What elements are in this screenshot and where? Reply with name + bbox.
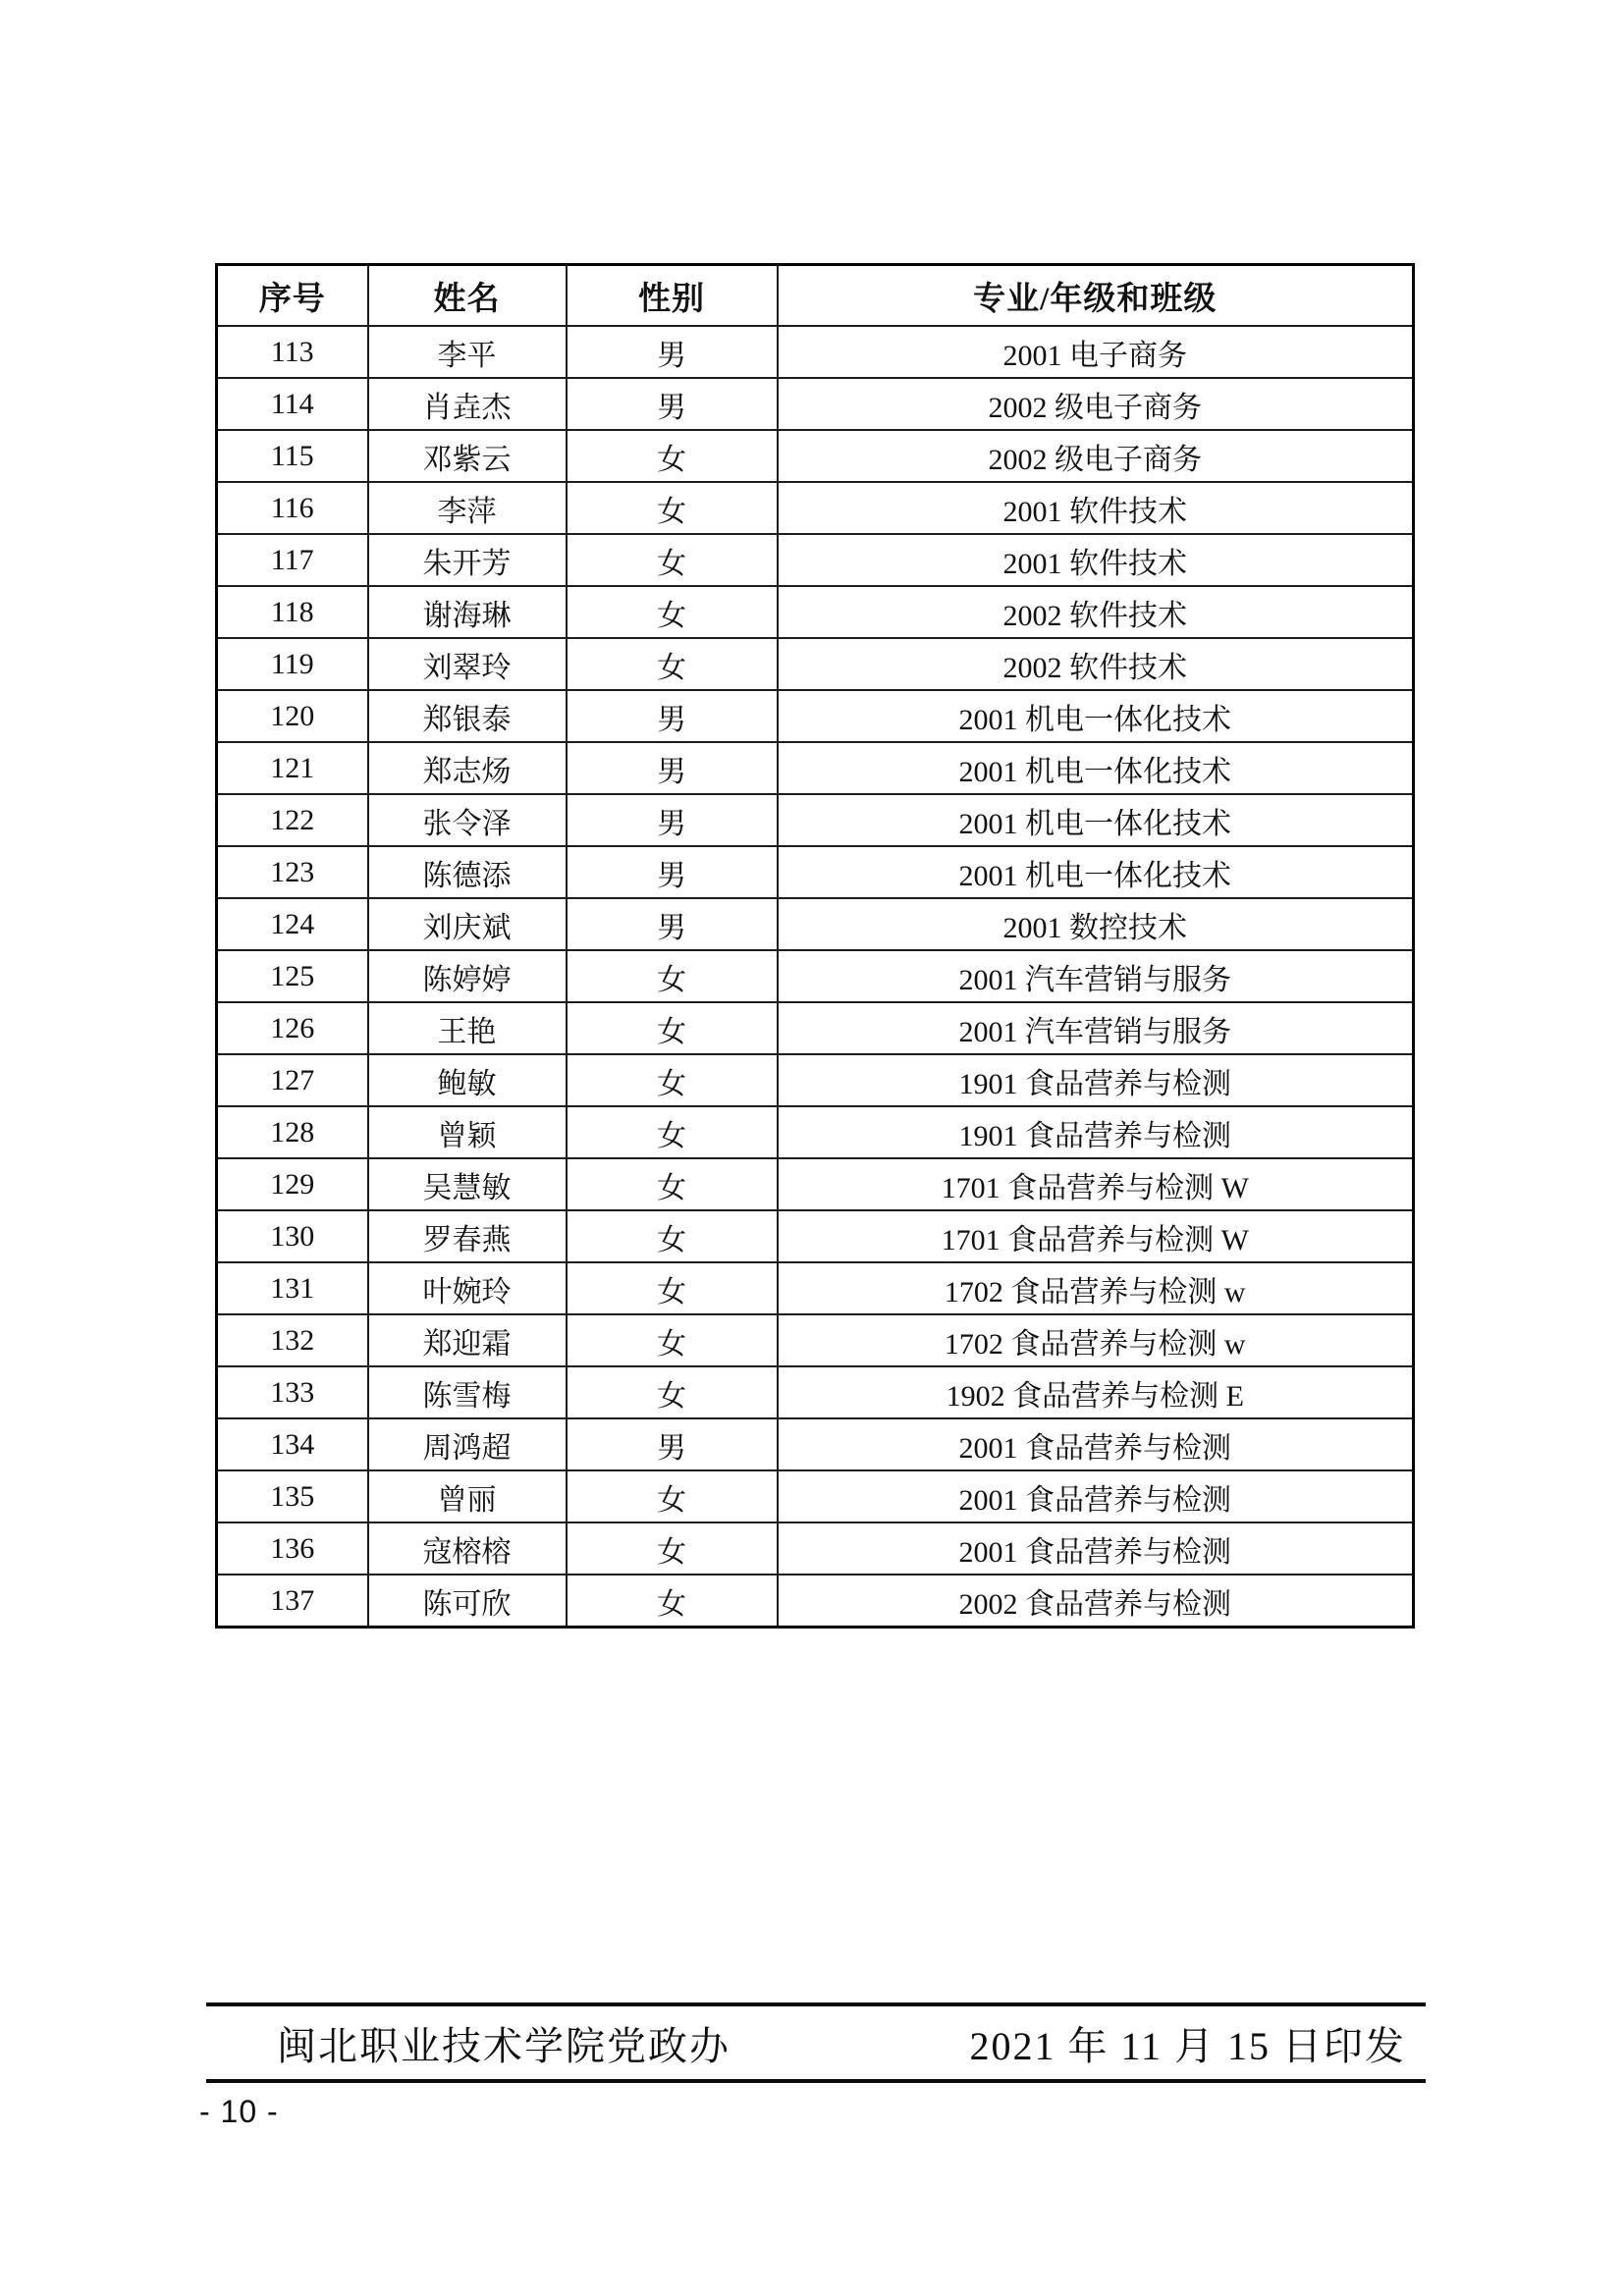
cell-major: 1902 食品营养与检测 E — [778, 1366, 1414, 1418]
cell-gender: 男 — [567, 898, 778, 950]
footer — [206, 2006, 1426, 2079]
footer-bottom-rule — [206, 2079, 1426, 2083]
cell-name: 李平 — [368, 326, 567, 378]
table-row — [217, 1054, 1414, 1106]
table-row — [217, 378, 1414, 430]
cell-no: 124 — [217, 898, 368, 950]
table-row — [217, 1106, 1414, 1158]
cell-no: 122 — [217, 794, 368, 846]
cell-no: 123 — [217, 846, 368, 898]
cell-name: 肖垚杰 — [368, 378, 567, 430]
cell-no: 136 — [217, 1522, 368, 1575]
cell-gender: 女 — [567, 638, 778, 690]
cell-no: 127 — [217, 1054, 368, 1106]
cell-major: 1701 食品营养与检测 W — [778, 1210, 1414, 1262]
cell-no: 115 — [217, 430, 368, 482]
cell-gender: 女 — [567, 1002, 778, 1054]
student-roster-table — [215, 263, 1415, 1629]
cell-name: 寇榕榕 — [368, 1522, 567, 1575]
table-row — [217, 326, 1414, 378]
table-header-row — [217, 265, 1414, 327]
table-row — [217, 482, 1414, 534]
cell-no: 130 — [217, 1210, 368, 1262]
cell-gender: 女 — [567, 1314, 778, 1366]
cell-no: 135 — [217, 1470, 368, 1522]
cell-gender: 女 — [567, 430, 778, 482]
cell-name: 曾颖 — [368, 1106, 567, 1158]
cell-name: 鲍敏 — [368, 1054, 567, 1106]
cell-no: 121 — [217, 742, 368, 794]
cell-major: 1901 食品营养与检测 — [778, 1054, 1414, 1106]
cell-no: 119 — [217, 638, 368, 690]
cell-name: 吴慧敏 — [368, 1158, 567, 1210]
cell-gender: 女 — [567, 586, 778, 638]
cell-no: 116 — [217, 482, 368, 534]
table-row — [217, 430, 1414, 482]
table-row — [217, 586, 1414, 638]
table-body — [217, 326, 1414, 1628]
cell-major: 2002 软件技术 — [778, 638, 1414, 690]
cell-no: 132 — [217, 1314, 368, 1366]
table-row — [217, 1366, 1414, 1418]
cell-gender: 男 — [567, 846, 778, 898]
cell-no: 125 — [217, 950, 368, 1002]
cell-no: 137 — [217, 1575, 368, 1628]
cell-gender: 男 — [567, 742, 778, 794]
cell-major: 1702 食品营养与检测 w — [778, 1314, 1414, 1366]
table-row — [217, 1002, 1414, 1054]
cell-major: 2001 数控技术 — [778, 898, 1414, 950]
cell-gender: 女 — [567, 950, 778, 1002]
cell-major: 2002 食品营养与检测 — [778, 1575, 1414, 1628]
column-header-gender: 性别 — [567, 265, 778, 327]
cell-name: 叶婉玲 — [368, 1262, 567, 1314]
cell-gender: 女 — [567, 1575, 778, 1628]
cell-gender: 男 — [567, 690, 778, 742]
cell-name: 周鸿超 — [368, 1418, 567, 1470]
cell-name: 李萍 — [368, 482, 567, 534]
cell-name: 刘翠玲 — [368, 638, 567, 690]
table-row — [217, 1210, 1414, 1262]
cell-no: 128 — [217, 1106, 368, 1158]
cell-major: 1702 食品营养与检测 w — [778, 1262, 1414, 1314]
cell-gender: 男 — [567, 378, 778, 430]
cell-name: 王艳 — [368, 1002, 567, 1054]
cell-gender: 女 — [567, 1470, 778, 1522]
table-row — [217, 898, 1414, 950]
table-row — [217, 1522, 1414, 1575]
cell-name: 郑银泰 — [368, 690, 567, 742]
table-row — [217, 534, 1414, 586]
table-row — [217, 1575, 1414, 1628]
cell-major: 1701 食品营养与检测 W — [778, 1158, 1414, 1210]
cell-name: 刘庆斌 — [368, 898, 567, 950]
cell-name: 陈婷婷 — [368, 950, 567, 1002]
footer-issuer: 闽北职业技术学院党政办 — [277, 2023, 731, 2068]
cell-major: 2001 软件技术 — [778, 482, 1414, 534]
cell-name: 曾丽 — [368, 1470, 567, 1522]
cell-name: 陈德添 — [368, 846, 567, 898]
cell-name: 邓紫云 — [368, 430, 567, 482]
cell-gender: 女 — [567, 1158, 778, 1210]
table-row — [217, 1470, 1414, 1522]
column-header-major: 专业/年级和班级 — [778, 265, 1414, 327]
cell-major: 2001 食品营养与检测 — [778, 1522, 1414, 1575]
cell-major: 2001 机电一体化技术 — [778, 742, 1414, 794]
cell-gender: 女 — [567, 1366, 778, 1418]
column-header-no: 序号 — [217, 265, 368, 327]
cell-major: 2001 汽车营销与服务 — [778, 950, 1414, 1002]
cell-no: 131 — [217, 1262, 368, 1314]
table-row — [217, 1158, 1414, 1210]
cell-gender: 男 — [567, 326, 778, 378]
cell-no: 133 — [217, 1366, 368, 1418]
cell-gender: 男 — [567, 1418, 778, 1470]
footer-issue-date: 2021 年 11 月 15 日印发 — [969, 2023, 1406, 2068]
cell-name: 谢海琳 — [368, 586, 567, 638]
column-header-name: 姓名 — [368, 265, 567, 327]
cell-no: 113 — [217, 326, 368, 378]
table-row — [217, 638, 1414, 690]
cell-major: 2001 食品营养与检测 — [778, 1418, 1414, 1470]
table-row — [217, 846, 1414, 898]
table-row — [217, 1418, 1414, 1470]
table-row — [217, 1262, 1414, 1314]
cell-gender: 女 — [567, 1522, 778, 1575]
cell-major: 2002 软件技术 — [778, 586, 1414, 638]
cell-name: 郑迎霜 — [368, 1314, 567, 1366]
cell-major: 2001 机电一体化技术 — [778, 794, 1414, 846]
cell-major: 2001 食品营养与检测 — [778, 1470, 1414, 1522]
cell-gender: 女 — [567, 1262, 778, 1314]
cell-no: 120 — [217, 690, 368, 742]
cell-no: 118 — [217, 586, 368, 638]
cell-name: 张令泽 — [368, 794, 567, 846]
cell-major: 2001 机电一体化技术 — [778, 690, 1414, 742]
cell-gender: 女 — [567, 1054, 778, 1106]
cell-gender: 女 — [567, 482, 778, 534]
cell-gender: 女 — [567, 1106, 778, 1158]
table-row — [217, 950, 1414, 1002]
cell-major: 2001 机电一体化技术 — [778, 846, 1414, 898]
cell-major: 2001 软件技术 — [778, 534, 1414, 586]
cell-no: 129 — [217, 1158, 368, 1210]
cell-no: 117 — [217, 534, 368, 586]
page-number: - 10 - — [199, 2094, 279, 2129]
table-row — [217, 794, 1414, 846]
cell-gender: 女 — [567, 1210, 778, 1262]
cell-no: 126 — [217, 1002, 368, 1054]
cell-major: 1901 食品营养与检测 — [778, 1106, 1414, 1158]
cell-name: 朱开芳 — [368, 534, 567, 586]
cell-major: 2001 电子商务 — [778, 326, 1414, 378]
cell-name: 陈雪梅 — [368, 1366, 567, 1418]
cell-major: 2002 级电子商务 — [778, 378, 1414, 430]
table-row — [217, 690, 1414, 742]
cell-major: 2001 汽车营销与服务 — [778, 1002, 1414, 1054]
cell-gender: 男 — [567, 794, 778, 846]
table-row — [217, 1314, 1414, 1366]
cell-gender: 女 — [567, 534, 778, 586]
cell-major: 2002 级电子商务 — [778, 430, 1414, 482]
cell-no: 114 — [217, 378, 368, 430]
cell-no: 134 — [217, 1418, 368, 1470]
cell-name: 陈可欣 — [368, 1575, 567, 1628]
cell-name: 郑志炀 — [368, 742, 567, 794]
table-row — [217, 742, 1414, 794]
cell-name: 罗春燕 — [368, 1210, 567, 1262]
